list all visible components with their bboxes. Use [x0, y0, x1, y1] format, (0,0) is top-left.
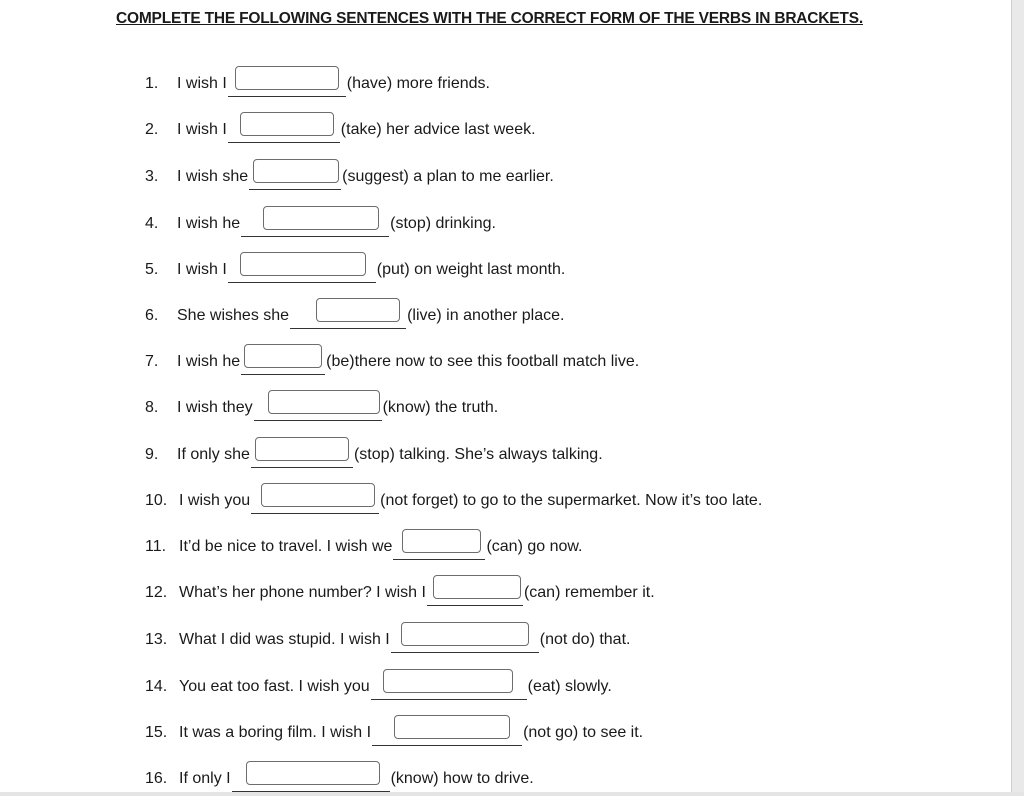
- exercise-item: [145, 118, 536, 142]
- sentence-start: I wish she: [177, 168, 249, 185]
- item-number: 6.: [145, 307, 159, 324]
- answer-blank: [427, 581, 523, 606]
- item-number: 10.: [145, 492, 168, 509]
- answer-blank: [232, 767, 390, 792]
- answer-blank: [290, 304, 406, 329]
- sentence-start: You eat too fast. I wish you: [179, 678, 370, 695]
- sentence-start: I wish I: [177, 75, 227, 92]
- sentence-end: (have) more friends.: [346, 75, 490, 92]
- exercise-item: [145, 581, 655, 605]
- item-number: 9.: [145, 446, 159, 463]
- answer-blank: [372, 721, 522, 746]
- sentence-start: It’d be nice to travel. I wish we: [179, 538, 393, 555]
- answer-box[interactable]: [261, 483, 375, 507]
- sentence-start: I wish I: [177, 261, 227, 278]
- item-number: 7.: [145, 353, 159, 370]
- answer-box[interactable]: [394, 715, 510, 739]
- answer-blank: [393, 535, 485, 560]
- sentence-end: (put) on weight last month.: [376, 261, 566, 278]
- answer-box[interactable]: [263, 206, 379, 230]
- sentence-end: (know) how to drive.: [390, 770, 534, 787]
- item-number: 12.: [145, 584, 168, 601]
- item-number: 14.: [145, 678, 168, 695]
- answer-blank: [241, 350, 325, 375]
- exercise-item: [145, 304, 564, 328]
- exercise-item: [145, 675, 612, 699]
- item-number: 1.: [145, 75, 159, 92]
- item-number: 15.: [145, 724, 168, 741]
- sentence-end: (not do) that.: [539, 631, 631, 648]
- exercise-item: [145, 443, 603, 467]
- sentence-end: (stop) drinking.: [390, 215, 496, 232]
- sentence-start: If only she: [177, 446, 250, 463]
- answer-blank: [251, 443, 353, 468]
- answer-box[interactable]: [246, 761, 380, 785]
- sentence-start: What’s her phone number? I wish I: [179, 584, 426, 601]
- item-number: 13.: [145, 631, 168, 648]
- answer-box[interactable]: [244, 344, 322, 368]
- sentence-start: I wish I: [177, 121, 227, 138]
- sentence-start: It was a boring film. I wish I: [179, 724, 372, 741]
- item-number: 11.: [145, 538, 167, 555]
- exercise-item: [145, 628, 630, 652]
- item-number: 4.: [145, 215, 159, 232]
- answer-blank: [228, 72, 346, 97]
- answer-box[interactable]: [402, 529, 481, 553]
- sentence-end: (be)there now to see this football match live.: [326, 353, 640, 370]
- sentence-end: (stop) talking. She’s always talking.: [353, 446, 603, 463]
- exercise-item: [145, 72, 490, 96]
- answer-box[interactable]: [401, 622, 529, 646]
- sentence-end: (know) the truth.: [382, 399, 499, 416]
- sentence-start: I wish he: [177, 215, 241, 232]
- item-number: 2.: [145, 121, 159, 138]
- answer-box[interactable]: [316, 298, 400, 322]
- exercise-item: [145, 258, 565, 282]
- answer-blank: [254, 396, 382, 421]
- exercise-item: [145, 535, 583, 559]
- answer-blank: [228, 258, 376, 283]
- sentence-end: (eat) slowly.: [527, 678, 612, 695]
- sentence-end: (take) her advice last week.: [340, 121, 536, 138]
- exercise-item: [145, 767, 534, 791]
- item-number: 16.: [145, 770, 168, 787]
- sentence-start: I wish he: [177, 353, 241, 370]
- item-number: 5.: [145, 261, 159, 278]
- item-number: 8.: [145, 399, 159, 416]
- item-number: 3.: [145, 168, 159, 185]
- answer-box[interactable]: [383, 669, 513, 693]
- sentence-start: If only I: [179, 770, 231, 787]
- answer-blank: [251, 489, 379, 514]
- answer-box[interactable]: [240, 252, 366, 276]
- exercise-item: [145, 212, 496, 236]
- answer-box[interactable]: [253, 159, 339, 183]
- answer-box[interactable]: [235, 66, 339, 90]
- answer-box[interactable]: [255, 437, 349, 461]
- sentence-end: (can) go now.: [486, 538, 583, 555]
- answer-blank: [228, 118, 340, 143]
- exercise-item: [145, 165, 554, 189]
- exercise-item: [145, 721, 643, 745]
- sentence-end: (not forget) to go to the supermarket. Now it’s too late.: [380, 492, 763, 509]
- answer-box[interactable]: [268, 390, 380, 414]
- exercise-item: [145, 396, 498, 420]
- sentence-end: (suggest) a plan to me earlier.: [342, 168, 554, 185]
- worksheet-title: COMPLETE THE FOLLOWING SENTENCES WITH THE CORRECT FORM OF THE VERBS IN BRACKETS.: [116, 10, 863, 27]
- sentence-end: (can) remember it.: [523, 584, 655, 601]
- sentence-start: I wish they: [177, 399, 253, 416]
- sentence-end: (not go) to see it.: [523, 724, 644, 741]
- answer-blank: [391, 628, 539, 653]
- page-edge: [1011, 0, 1024, 796]
- answer-blank: [249, 165, 341, 190]
- exercise-item: [145, 489, 762, 513]
- answer-blank: [241, 212, 389, 237]
- sentence-start: She wishes she: [177, 307, 290, 324]
- answer-box[interactable]: [240, 112, 334, 136]
- exercise-item: [145, 350, 639, 374]
- sentence-end: (live) in another place.: [407, 307, 565, 324]
- answer-box[interactable]: [433, 575, 521, 599]
- answer-blank: [371, 675, 527, 700]
- sentence-start: What I did was stupid. I wish I: [179, 631, 390, 648]
- sentence-start: I wish you: [179, 492, 251, 509]
- page-bottom-edge: [0, 792, 1024, 796]
